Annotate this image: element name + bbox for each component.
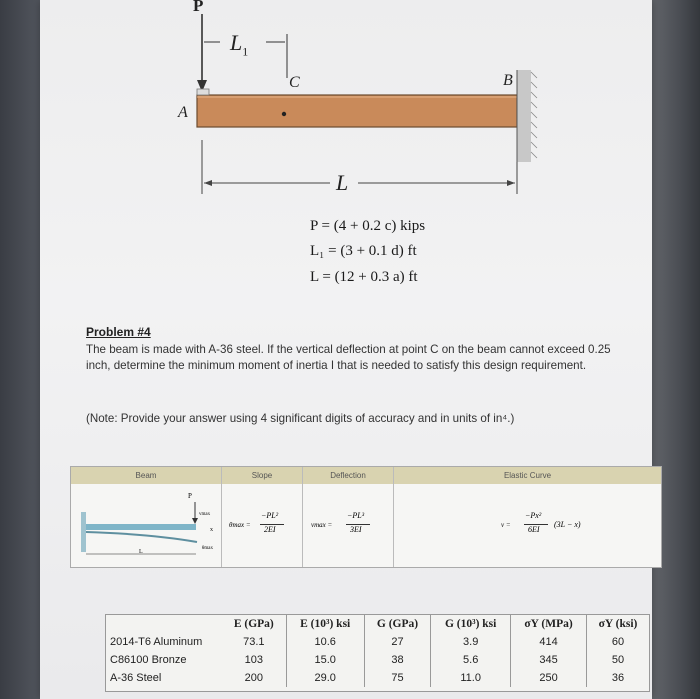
material-name: 2014-T6 Aluminum <box>110 636 203 648</box>
mini-label-theta: θmax <box>202 546 214 551</box>
cell-e-ksi: 10.6 <box>286 633 364 651</box>
cell-e-gpa: 200 <box>244 672 263 684</box>
cell-sy-mpa: 414 <box>511 633 587 651</box>
mini-label-p: P <box>188 492 192 500</box>
point-c-dot <box>282 112 286 116</box>
cell-sy-mpa: 345 <box>511 651 587 669</box>
mini-wall <box>81 512 86 552</box>
cell-e-ksi: 29.0 <box>286 669 364 687</box>
table-row <box>106 651 649 669</box>
header-sy-mpa: σY (MPa) <box>511 615 587 633</box>
material-name: C86100 Bronze <box>110 654 187 666</box>
curve-numerator: −Px² <box>525 511 542 520</box>
equation-l: L = (12 + 0.3 a) ft <box>310 269 418 285</box>
cell-g-ksi: 5.6 <box>431 651 511 669</box>
table-row <box>106 669 649 687</box>
label-p: P <box>193 0 204 15</box>
free-end-cap <box>197 89 209 95</box>
cell-sy-ksi: 60 <box>586 633 649 651</box>
header-g-ksi: G (10³) ksi <box>431 615 511 633</box>
beam-table-divider-1 <box>221 467 222 567</box>
curve-denominator: 6EI <box>528 525 540 534</box>
beam-table-header-deflection: Deflection <box>303 467 393 484</box>
mini-load-arrowhead <box>192 518 198 524</box>
beam-table-header-curve: Elastic Curve <box>394 467 661 484</box>
label-l1-subscript: 1 <box>242 44 249 59</box>
mini-label-x: x <box>210 527 213 533</box>
beam-table-header-slope: Slope <box>222 467 302 484</box>
beam-formula-table <box>70 466 662 568</box>
label-c: C <box>289 74 300 91</box>
mini-label-l: L <box>139 549 143 555</box>
label-b: B <box>503 72 513 89</box>
equation-l1: L₁ = (3 + 0.1 d) ft <box>310 243 417 259</box>
material-properties-grid <box>106 615 649 687</box>
label-l1 <box>230 30 248 59</box>
cell-e-ksi: 15.0 <box>286 651 364 669</box>
cell-g-gpa: 38 <box>364 651 430 669</box>
beam-table-header-beam: Beam <box>71 467 221 484</box>
slope-numerator: −PL² <box>261 511 279 520</box>
cell-g-ksi: 11.0 <box>431 669 511 687</box>
header-e-ksi: E (10³) ksi <box>286 615 364 633</box>
curve-lhs: v = <box>501 521 511 529</box>
deflection-denominator: 3EI <box>350 525 362 534</box>
header-g-gpa: G (GPa) <box>364 615 430 633</box>
deflection-numerator: −PL³ <box>347 511 365 520</box>
cell-e-gpa: 103 <box>244 654 263 666</box>
cell-g-ksi: 3.9 <box>431 633 511 651</box>
wall-hatch <box>531 72 537 158</box>
label-a: A <box>178 104 188 121</box>
equation-p: P = (4 + 0.2 c) kips <box>310 218 426 234</box>
cell-sy-ksi: 36 <box>586 669 649 687</box>
mini-label-vmax: vmax <box>199 512 211 517</box>
fixed-wall <box>517 70 531 162</box>
mini-deflected-curve <box>86 532 197 542</box>
beam-table-divider-2 <box>302 467 303 567</box>
table-row <box>106 633 649 651</box>
material-name: A-36 Steel <box>110 672 162 684</box>
beam-table-divider-3 <box>393 467 394 567</box>
header-sy-ksi: σY (ksi) <box>586 615 649 633</box>
curve-rest: (3L − x) <box>554 520 581 529</box>
problem-title: Problem #4 <box>86 325 151 339</box>
cell-e-gpa: 73.1 <box>243 636 265 648</box>
l-dimension-arrow-right <box>507 180 515 186</box>
properties-header-row <box>106 615 649 633</box>
mini-beam <box>86 524 196 530</box>
label-l1-letter: L <box>230 30 243 55</box>
beam <box>197 95 517 127</box>
cell-sy-mpa: 250 <box>511 669 587 687</box>
header-e-gpa: E (GPa) <box>233 618 274 630</box>
cantilever-mini-figure <box>71 484 221 567</box>
label-l: L <box>336 170 349 195</box>
slope-denominator: 2EI <box>264 525 276 534</box>
cell-g-gpa: 27 <box>364 633 430 651</box>
problem-note: (Note: Provide your answer using 4 significant digits of accuracy and in units of in⁴.) <box>86 412 515 425</box>
material-properties-table <box>105 614 650 692</box>
header-material <box>106 615 222 633</box>
document-page <box>40 0 652 699</box>
problem-body: The beam is made with A-36 steel. If the vertical deflection at point C on the beam cannot exceed 0.25 inch, determine the minimum moment of inertia I that is needed to satisfy this design requirement. <box>86 343 611 372</box>
deflection-lhs: vmax = <box>311 521 333 529</box>
l-dimension-arrow-left <box>204 180 212 186</box>
slope-lhs: θmax = <box>229 521 251 529</box>
cell-sy-ksi: 50 <box>586 651 649 669</box>
cell-g-gpa: 75 <box>364 669 430 687</box>
